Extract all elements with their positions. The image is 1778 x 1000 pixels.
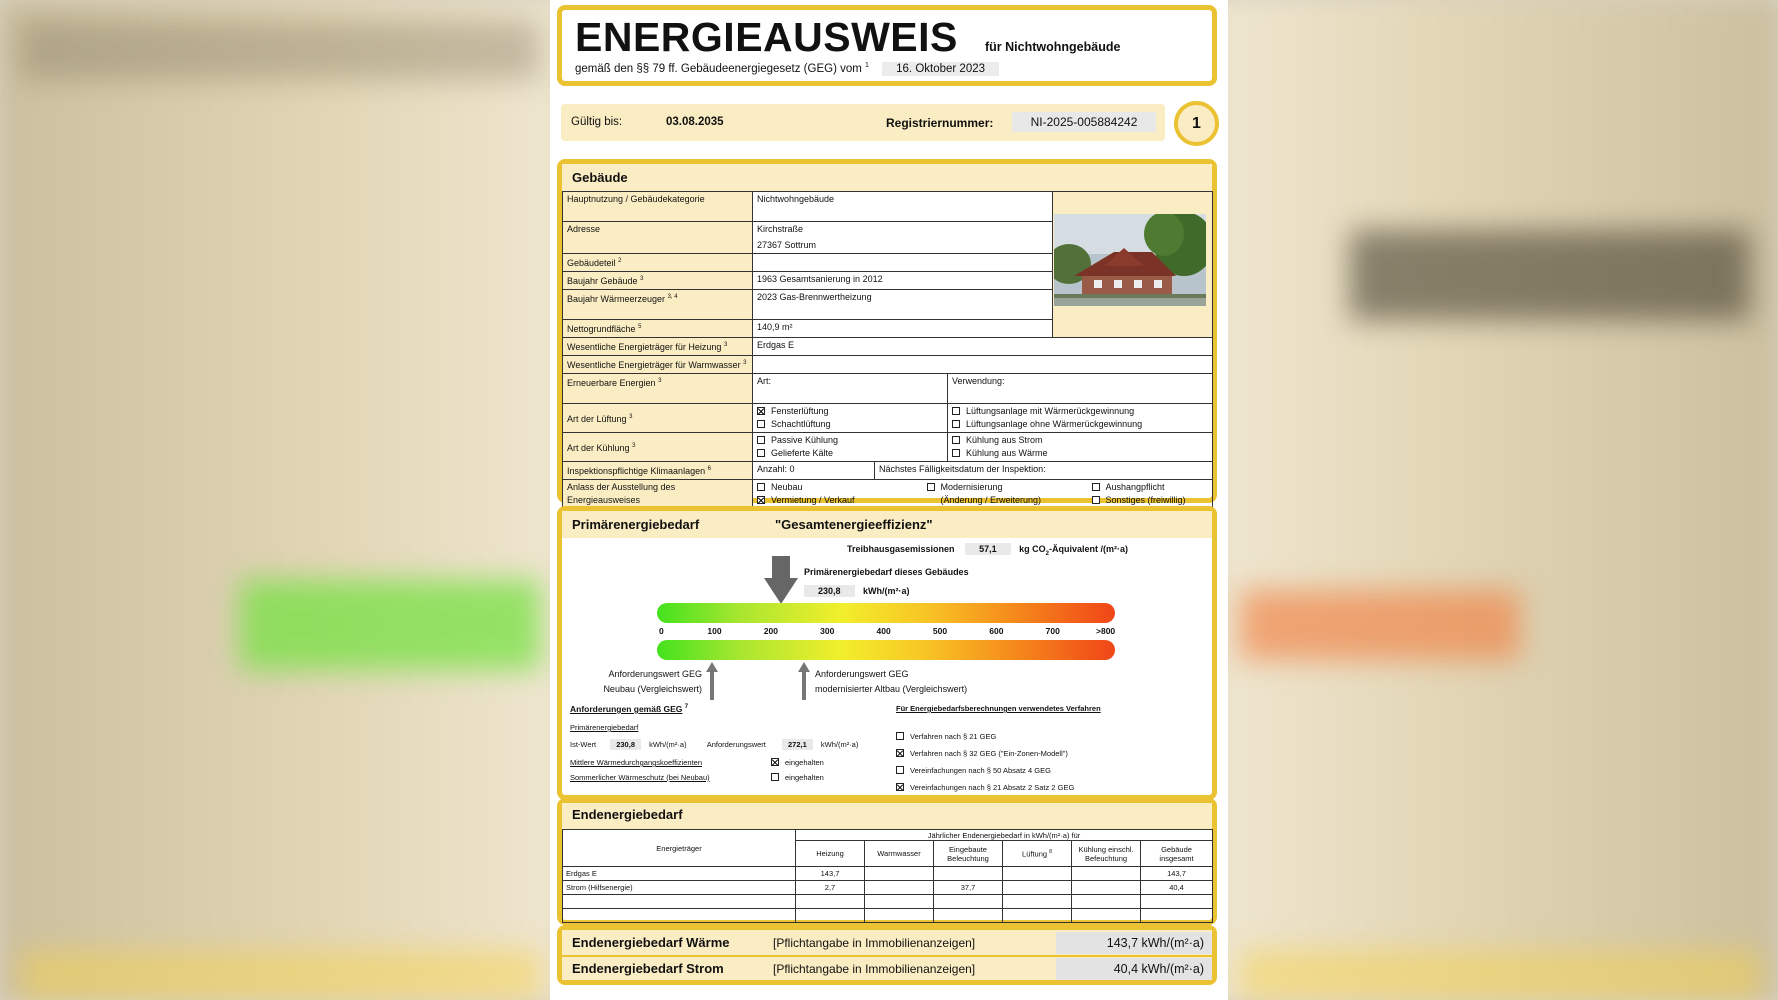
final-energy-title: Endenergiebedarf xyxy=(572,807,683,822)
col-kuehlung: Kühlung einschl. Befeuchtung xyxy=(1072,841,1141,867)
table-row xyxy=(563,867,1213,881)
checkbox-fensterlueftung[interactable] xyxy=(757,407,765,415)
checkbox-kuehlung-waerme[interactable] xyxy=(952,449,960,457)
building-demand: 230,8 kWh/(m²·a) xyxy=(804,585,910,597)
value-gebaeudeteil xyxy=(753,254,1053,272)
label-gebaeudeteil: Gebäudeteil $^2$ xyxy=(563,254,753,272)
checkbox-verfahren-32[interactable] xyxy=(896,749,904,757)
checkbox-lueftungsanlage-mit[interactable] xyxy=(952,407,960,415)
ist-wert-row: Ist-Wert 230,8 kWh/(m²·a) Anforderungswert 272,1 kWh/(m²·a) xyxy=(570,740,859,749)
row-cell xyxy=(1003,881,1072,895)
legal-basis: gemäß den §§ 79 ff. Gebäudeenergiegesetz (GEG) vom $^1$ 16. Oktober 2023 xyxy=(575,62,999,76)
col-energietraeger: Energieträger xyxy=(563,830,796,867)
value-baujahr-gebaeude: 1963 Gesamtsanierung in 2012 xyxy=(753,272,1053,290)
row-cell xyxy=(1072,867,1141,881)
col-lueftung: Lüftung $^8$ xyxy=(1003,841,1072,867)
label-erneuerbare: Erneuerbare Energien $^3$ xyxy=(563,374,753,404)
value-energietraeger-heizung: Erdgas E xyxy=(753,338,1213,356)
checkbox-passive-kuehlung[interactable] xyxy=(757,436,765,444)
building-demand-value: 230,8 xyxy=(804,585,855,597)
label-anlass: Anlass der Ausstellung des Energieausweises xyxy=(563,480,753,509)
altbau-reference-arrow xyxy=(798,662,810,700)
requirements-subtitle: Primärenergiebedarf xyxy=(570,723,639,732)
scale-tick: 100 xyxy=(707,626,722,636)
requirements-title: Anforderungen gemäß GEG $^7$ xyxy=(570,704,689,714)
col-gesamt: Gebäude insgesamt xyxy=(1141,841,1213,867)
scale-tick: 200 xyxy=(763,626,778,636)
klima-faelligkeit: Nächstes Fälligkeitsdatum der Inspektion: xyxy=(875,462,1213,480)
label-klimaanlagen: Inspektionspflichtige Klimaanlagen $^6$ xyxy=(563,462,753,480)
summary-value: 40,4 kWh/(m²·a) xyxy=(1056,958,1212,980)
label-energietraeger-warmwasser: Wesentliche Energieträger für Warmwasser $^3$ xyxy=(563,356,753,374)
label-hauptnutzung: Hauptnutzung / Gebäudekategorie xyxy=(563,192,753,222)
title-suffix: für Nichtwohngebäude xyxy=(985,40,1121,54)
label-nettogrundflaeche: Nettogrundfläche $^5$ xyxy=(563,320,753,338)
kuehlung-options-left: Passive Kühlung Gelieferte Kälte xyxy=(753,433,948,462)
col-beleuchtung: Eingebaute Beleuchtung xyxy=(934,841,1003,867)
scale-tick: 0 xyxy=(659,626,664,636)
checkbox-sommer-eingehalten[interactable] xyxy=(771,773,779,781)
row-cell: 2,7 xyxy=(796,881,865,895)
procedure-list: Verfahren nach § 21 GEG Verfahren nach § 32 GEG ("Ein-Zonen-Modell") Vereinfachungen nach § 50 Absatz 4 GEG Vereinfachungen nach § 21 Absatz 2 Satz 2 GEG xyxy=(896,728,1074,796)
checkbox-vereinfachung-50[interactable] xyxy=(896,766,904,774)
label-kuehlung: Art der Kühlung $^3$ xyxy=(563,433,753,462)
scale-tick: 700 xyxy=(1045,626,1060,636)
checkbox-verfahren-21[interactable] xyxy=(896,732,904,740)
scale-tick: 600 xyxy=(989,626,1004,636)
label-energietraeger-heizung: Wesentliche Energieträger für Heizung $^3$ xyxy=(563,338,753,356)
anlass-col-3: Aushangpflicht Sonstiges (freiwillig) xyxy=(1088,480,1213,509)
ghg-emissions: Treibhausgasemissionen 57,1 kg $CO_2$-Äquivalent /(m²·a) xyxy=(847,544,1128,557)
summary-label: Endenergiebedarf Strom xyxy=(572,961,724,976)
altbau-reference-label: Anforderungswert GEG modernisierter Altbau (Vergleichswert) xyxy=(815,669,968,694)
checkbox-u-value-eingehalten[interactable] xyxy=(771,758,779,766)
summary-value: 143,7 kWh/(m²·a) xyxy=(1056,932,1212,954)
lueftung-options-left: Fensterlüftung Schachtlüftung xyxy=(753,404,948,433)
table-row xyxy=(563,881,1213,895)
legal-date: 16. Oktober 2023 xyxy=(882,62,999,76)
value-energietraeger-warmwasser xyxy=(753,356,1213,374)
scale-tick: >800 xyxy=(1096,626,1116,636)
value-nettogrundflaeche: 140,9 m² xyxy=(753,320,1053,338)
erneuerbare-art: Art: xyxy=(753,374,948,404)
checkbox-schachtlueftung[interactable] xyxy=(757,420,765,428)
scale-tick: 400 xyxy=(876,626,891,636)
neubau-reference-arrow xyxy=(706,662,718,700)
registration-label: Registriernummer: xyxy=(886,116,994,130)
scale-tick: 300 xyxy=(820,626,835,636)
valid-until-label: Gültig bis: xyxy=(571,116,623,128)
col-heizung: Heizung xyxy=(796,841,865,867)
summary-label: Endenergiebedarf Wärme xyxy=(572,935,730,950)
efficiency-scale-top xyxy=(657,603,1115,623)
summary-note: [Pflichtangabe in Immobilienanzeigen] xyxy=(773,936,976,950)
anlass-col-1: Neubau Vermietung / Verkauf xyxy=(753,480,923,509)
checkbox-aushangpflicht[interactable] xyxy=(1092,483,1100,491)
building-photo-cell xyxy=(1053,192,1213,338)
building-value-arrow xyxy=(764,556,798,604)
klima-anzahl: Anzahl: 0 xyxy=(753,462,875,480)
row-cell xyxy=(934,867,1003,881)
anforderungswert-value: 272,1 xyxy=(782,739,813,750)
value-baujahr-waermeerzeuger: 2023 Gas-Brennwertheizung xyxy=(753,290,1053,320)
row-cell xyxy=(1003,867,1072,881)
checkbox-kuehlung-strom[interactable] xyxy=(952,436,960,444)
valid-until-value: 03.08.2035 xyxy=(666,116,724,128)
primary-energy-subtitle: "Gesamtenergieeffizienz" xyxy=(775,517,933,532)
anlass-col-2: Modernisierung (Änderung / Erweiterung) xyxy=(923,480,1088,509)
label-baujahr-waermeerzeuger: Baujahr Wärmeerzeuger $^{3, 4}$ xyxy=(563,290,753,320)
row-cell: 143,7 xyxy=(1141,867,1213,881)
label-baujahr-gebaeude: Baujahr Gebäude $^3$ xyxy=(563,272,753,290)
building-table xyxy=(562,191,1213,509)
registration-number: NI-2025-005884242 xyxy=(1012,112,1156,132)
page-number-badge: 1 xyxy=(1174,101,1219,146)
row-cell xyxy=(865,881,934,895)
procedure-title: Für Energiebedarfsberechnungen verwendetes Verfahren xyxy=(896,704,1101,713)
checkbox-vereinfachung-21[interactable] xyxy=(896,783,904,791)
u-value-fulfilled: eingehalten xyxy=(771,758,824,767)
lueftung-options-right: Lüftungsanlage mit Wärmerückgewinnung Lüftungsanlage ohne Wärmerückgewinnung xyxy=(948,404,1213,433)
summer-protection-requirement: Sommerlicher Wärmeschutz (bei Neubau) xyxy=(570,773,710,782)
row-energietraeger: Strom (Hilfsenergie) xyxy=(563,881,796,895)
col-warmwasser: Warmwasser xyxy=(865,841,934,867)
final-energy-header: Jährlicher Endenergiebedarf in kWh/(m²·a) für xyxy=(796,830,1213,841)
building-demand-label: Primärenergiebedarf dieses Gebäudes xyxy=(804,567,969,577)
building-photo xyxy=(1054,214,1206,306)
row-cell: 40,4 xyxy=(1141,881,1213,895)
document-title: ENERGIEAUSWEIS xyxy=(575,14,958,60)
row-cell xyxy=(1072,881,1141,895)
row-cell: 37,7 xyxy=(934,881,1003,895)
efficiency-scale-bottom xyxy=(657,640,1115,660)
kuehlung-options-right: Kühlung aus Strom Kühlung aus Wärme xyxy=(948,433,1213,462)
summary-note: [Pflichtangabe in Immobilienanzeigen] xyxy=(773,962,976,976)
u-value-requirement: Mittlere Wärmedurchgangskoeffizienten xyxy=(570,758,703,767)
row-cell xyxy=(865,867,934,881)
value-hauptnutzung: Nichtwohngebäude xyxy=(753,192,1053,222)
row-cell: 143,7 xyxy=(796,867,865,881)
summer-protection-fulfilled: eingehalten xyxy=(771,773,824,782)
checkbox-vermietung-verkauf[interactable] xyxy=(757,496,765,504)
checkbox-neubau[interactable] xyxy=(757,483,765,491)
erneuerbare-verwendung: Verwendung: xyxy=(948,374,1213,404)
label-adresse: Adresse xyxy=(563,222,753,254)
ghg-value: 57,1 xyxy=(965,543,1011,555)
energy-certificate-page xyxy=(550,0,1228,1000)
final-energy-table xyxy=(562,829,1213,923)
checkbox-gelieferte-kaelte[interactable] xyxy=(757,449,765,457)
checkbox-modernisierung[interactable] xyxy=(927,483,935,491)
scale-tick: 500 xyxy=(932,626,948,636)
primary-energy-title: Primärenergiebedarf xyxy=(572,517,700,532)
building-section-title: Gebäude xyxy=(572,170,628,185)
value-adresse: Kirchstraße 27367 Sottrum xyxy=(753,222,1053,254)
row-energietraeger: Erdgas E xyxy=(563,867,796,881)
neubau-reference-label: Anforderungswert GEG Neubau (Vergleichswert) xyxy=(603,669,702,694)
ist-wert-value: 230,8 xyxy=(610,739,641,750)
label-lueftung: Art der Lüftung $^3$ xyxy=(563,404,753,433)
checkbox-lueftungsanlage-ohne[interactable] xyxy=(952,420,960,428)
checkbox-sonstiges[interactable] xyxy=(1092,496,1100,504)
